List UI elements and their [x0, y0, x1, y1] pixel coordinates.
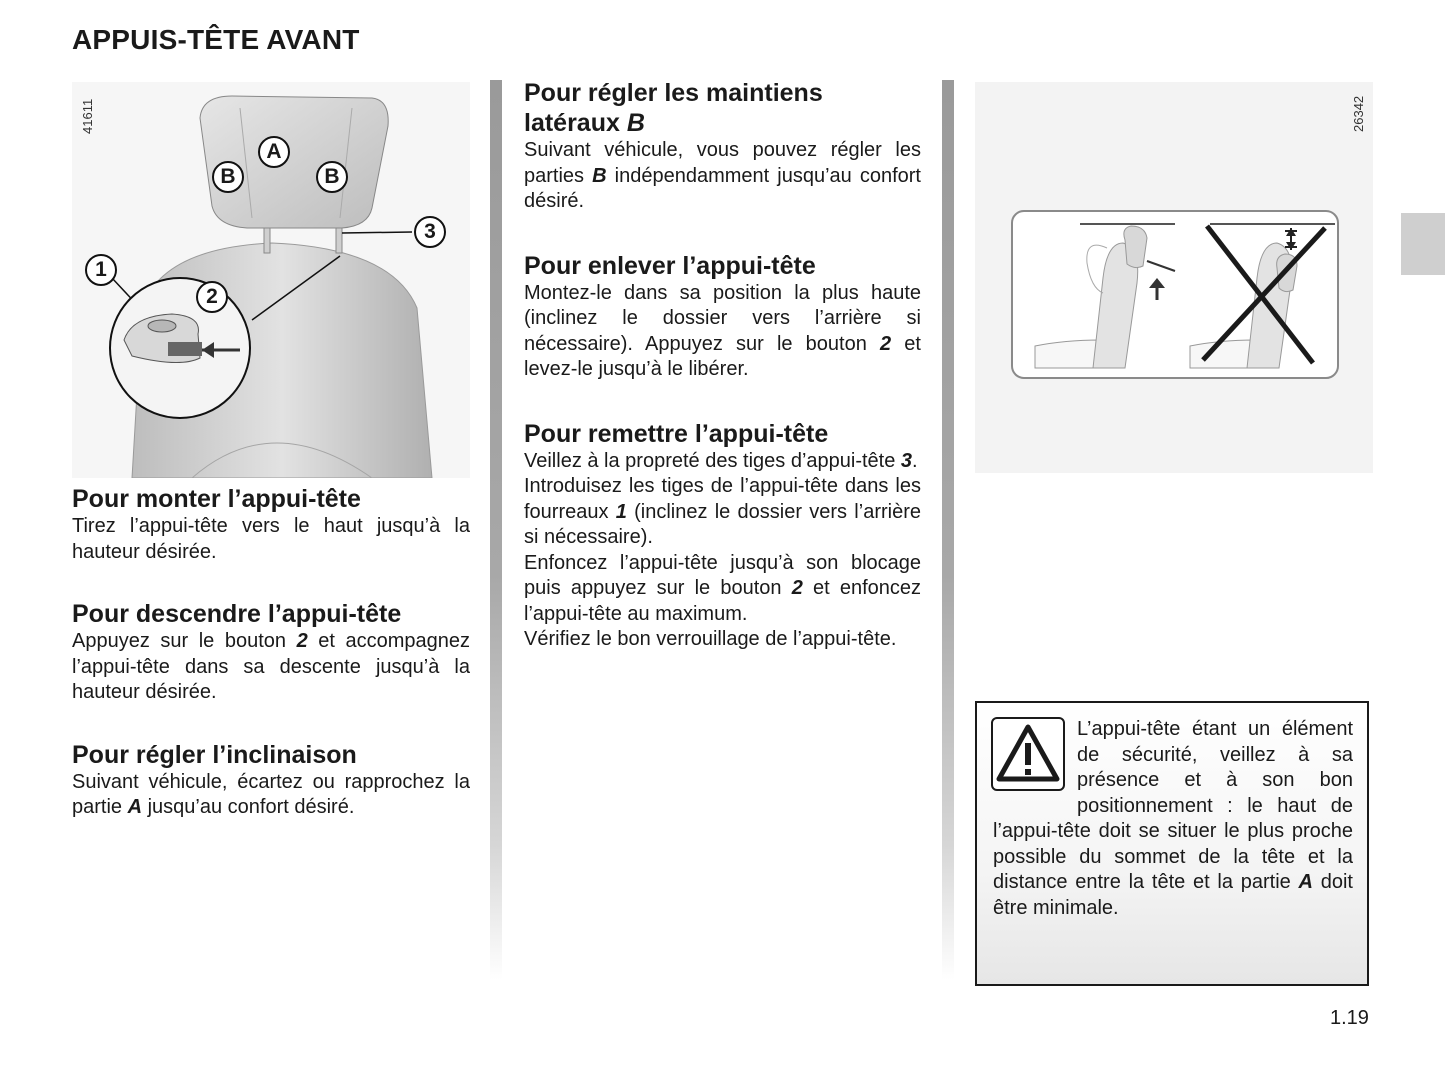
section-heading: Pour régler les maintiens latéraux B — [524, 79, 823, 137]
page-title: APPUIS-TÊTE AVANT — [72, 24, 360, 55]
column-separator — [490, 80, 502, 980]
figure-ref-number: 41611 — [80, 98, 95, 134]
section-heading: Pour enlever l’appui-tête — [524, 251, 816, 280]
section-inclinaison — [72, 740, 470, 821]
chapter-tab — [1401, 213, 1445, 275]
section-remettre — [524, 419, 921, 653]
warning-box — [975, 701, 1369, 986]
figure-ref-number: 26342 — [1351, 95, 1366, 132]
section-body: Veillez à la propreté des tiges d’appui-tête 3. — [524, 449, 918, 472]
section-maintiens — [524, 78, 921, 215]
section-body: Introduisez les tiges de l’appui-tête dans les fourreaux 1 (inclinez le dossier vers l’arrière si nécessaire). — [524, 475, 921, 548]
section-body: Suivant véhicule, vous pouvez régler les parties B indépendamment jusqu’au confort désiré. — [524, 139, 921, 212]
section-body: Enfoncez l’appui-tête jusqu’à son blocage puis appuyez sur le bouton 2 et enfoncez l’appui-tête au maximum. — [524, 551, 922, 625]
section-body: Appuyez sur le bouton 2 et accompagnez l’appui-tête dans sa descente jusqu’à la hauteur désirée. — [72, 630, 470, 703]
section-heading: Pour descendre l’appui-tête — [72, 600, 402, 628]
section-body: Vérifiez le bon verrouillage de l’appui-tête. — [524, 628, 897, 650]
column-separator — [942, 80, 954, 980]
callout-2: 2 — [196, 281, 228, 313]
section-body: Montez-le dans sa position la plus haute (inclinez le dossier vers l’arrière si nécessaire). Appuyez sur le bouton 2 et levez-le jusqu’à le libérer. — [524, 281, 921, 380]
callout-b-right: B — [316, 161, 348, 193]
left-column — [72, 78, 470, 845]
middle-column — [524, 78, 921, 677]
callout-1: 1 — [85, 254, 117, 286]
section-heading: Pour régler l’inclinaison — [72, 740, 357, 769]
section-monter — [72, 484, 470, 565]
section-body: Tirez l’appui-tête vers le haut jusqu’à la hauteur désirée. — [72, 515, 470, 563]
callout-b-left: B — [212, 161, 244, 193]
warning-text: L’appui-tête étant un élément de sécurité, veillez à sa présence et à son bon positionnement : le haut de l’appui-tête doit se situer le plus proche possible du sommet de la tête et la distance entre la tête et la partie A doit être minimale. — [993, 718, 1353, 919]
section-descendre — [72, 599, 470, 706]
section-heading: Pour monter l’appui-tête — [72, 485, 361, 513]
right-column — [975, 78, 1373, 473]
position-figure — [975, 78, 1373, 473]
callout-3: 3 — [414, 216, 446, 248]
section-enlever — [524, 251, 921, 383]
headrest-position-illustration — [975, 78, 1373, 473]
page-number: 1.19 — [1330, 1007, 1369, 1029]
section-body: Suivant véhicule, écartez ou rapprochez la partie A jusqu’au confort désiré. — [72, 770, 470, 818]
headrest-figure — [72, 78, 470, 478]
callout-a: A — [258, 136, 290, 168]
section-heading: Pour remettre l’appui-tête — [524, 419, 829, 448]
